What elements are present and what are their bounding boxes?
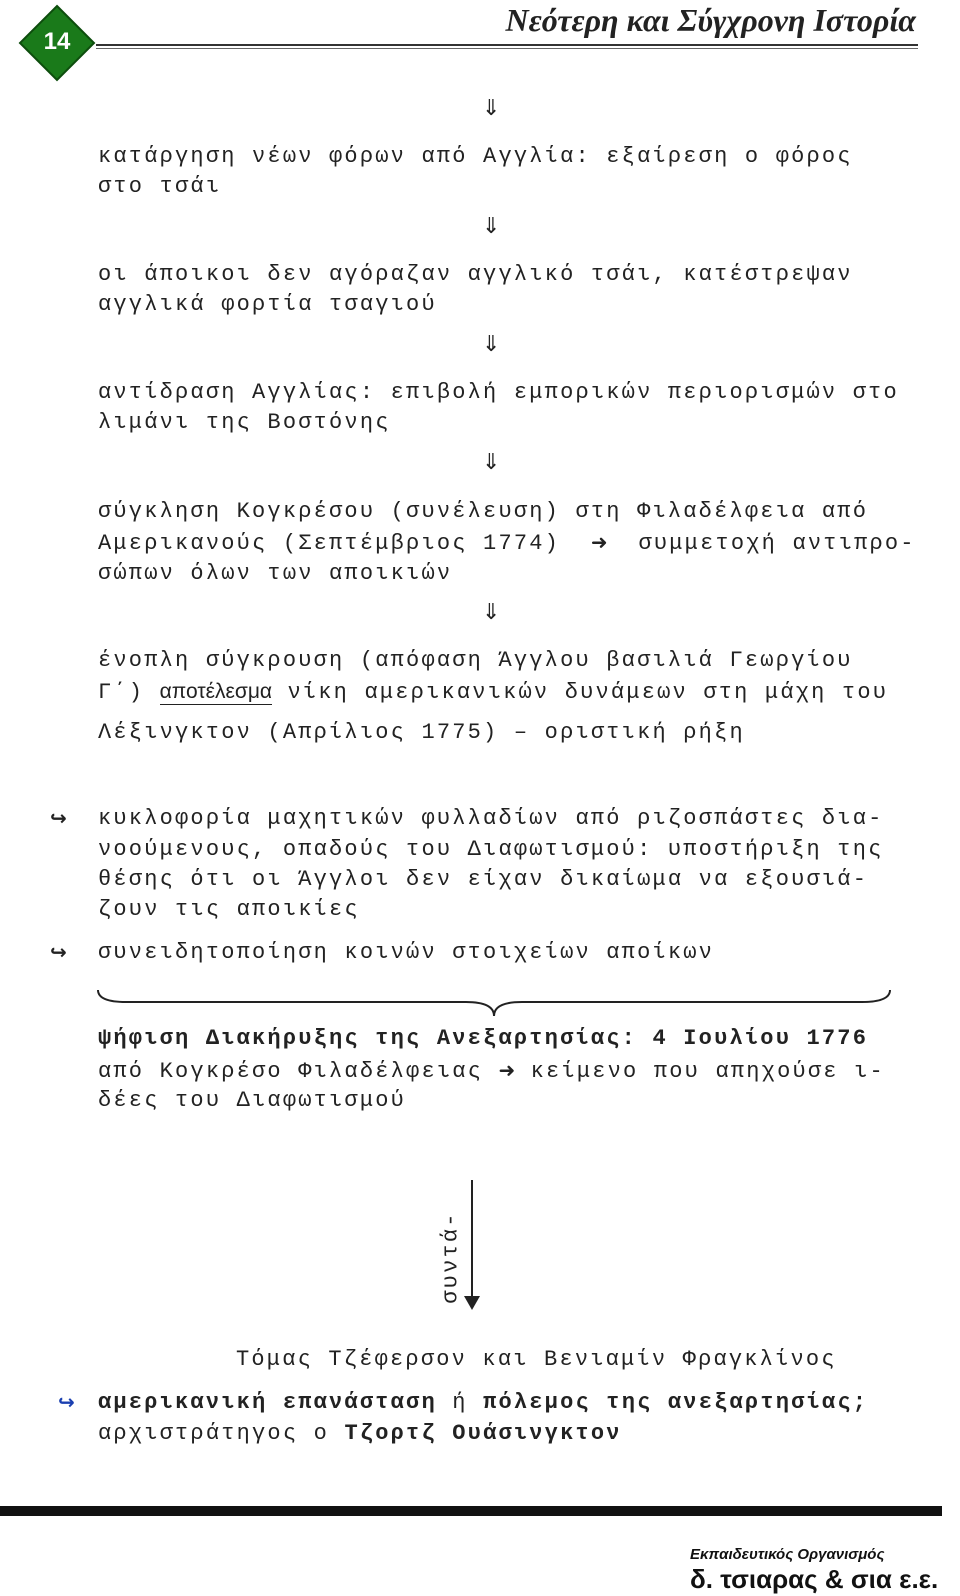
step-4-line-2a: Αμερικανούς (Σεπτέμβριος 1774) [98, 531, 561, 556]
footer-org-label: Εκπαιδευτικός Οργανισμός [690, 1546, 885, 1563]
step-2-line-1: οι άποικοι δεν αγόραζαν αγγλικό τσάι, κατέστρεψαν [98, 262, 853, 287]
bullet-1-line-3: θέσης ότι οι Άγγλοι δεν είχαν δικαίωμα να εξουσιά- [98, 867, 869, 892]
bullet-arrow-icon: ↪ [58, 1390, 75, 1414]
right-arrow-icon: ➜ [590, 530, 608, 554]
curly-brace-icon [96, 988, 892, 1018]
down-arrow-icon: ⇓ [482, 214, 501, 239]
step-5-line-2c: νίκη αμερικανικών δυνάμεων στη μάχη του [287, 680, 889, 705]
rotated-label: συντά- [438, 1211, 464, 1304]
final-line-1b: ή [452, 1390, 468, 1415]
step-5-line-1: ένοπλη σύγκρουση (απόφαση Άγγλου βασιλιά Γεωργίου [98, 648, 853, 673]
result-label: αποτέλεσμα [159, 680, 273, 703]
down-long-arrow-icon [460, 1180, 484, 1312]
page-number: 14 [43, 28, 71, 55]
step-4-line-1: σύγκληση Κογκρέσου (συνέλευση) στη Φιλαδέλφεια από [98, 499, 869, 524]
down-arrow-icon: ⇓ [482, 96, 501, 121]
page-title: Νεότερη και Σύγχρονη Ιστορία [505, 2, 916, 38]
down-arrow-icon: ⇓ [482, 332, 501, 357]
header-rule [96, 44, 918, 46]
page-number-badge [18, 4, 96, 82]
final-line-1 [98, 1390, 868, 1415]
footer-rule [0, 1506, 942, 1516]
step-5-line-3: Λέξινγκτον (Απρίλιος 1775) – οριστική ρήξη [98, 720, 745, 745]
step-4-line-2 [98, 530, 916, 556]
bullet-1-line-2: νοούμενους, οπαδούς του Διαφωτισμού: υποστήριξη της [98, 837, 884, 862]
step-3-line-2: λιμάνι της Βοστόνης [98, 410, 391, 435]
declaration-line-2a: από Κογκρέσο Φιλαδέλφειας [98, 1059, 484, 1084]
final-line-2 [98, 1421, 622, 1446]
final-line-1c: πόλεμος της ανεξαρτησίας; [483, 1390, 869, 1415]
declaration-line-2 [98, 1058, 885, 1084]
down-arrow-icon: ⇓ [482, 600, 501, 625]
final-line-1a: αμερικανική επανάσταση [98, 1390, 437, 1415]
step-4-line-3: σώπων όλων των αποικιών [98, 561, 453, 586]
footer-org-name: δ. τσιαρας & σια ε.ε. [690, 1564, 939, 1594]
right-arrow-icon: ➜ [498, 1058, 516, 1082]
authors-names: Τόμας Τζέφερσον και Βενιαμίν Φραγκλίνος [236, 1347, 837, 1372]
step-2-line-2: αγγλικά φορτία τσαγιού [98, 292, 437, 317]
bullet-2-line-1: συνειδητοποίηση κοινών στοιχείων αποίκων [98, 940, 715, 965]
bullet-arrow-icon: ↪ [50, 806, 67, 830]
bullet-1-line-4: ζουν τις αποικίες [98, 897, 360, 922]
header-rule-thin [96, 48, 918, 49]
step-3-line-1: αντίδραση Αγγλίας: επιβολή εμπορικών περιορισμών στο [98, 380, 899, 405]
declaration-line-1: ψήφιση Διακήρυξης της Ανεξαρτησίας: 4 Ιουλίου 1776 [98, 1026, 869, 1051]
step-4-line-2b: συμμετοχή αντιπρο- [638, 531, 916, 556]
step-5-line-2a: Γ΄) [98, 680, 145, 705]
declaration-line-2b: κείμενο που απηχούσε ι- [530, 1059, 885, 1084]
bullet-arrow-icon: ↪ [50, 940, 67, 964]
step-1-line-2: στο τσάι [98, 174, 222, 199]
final-line-2b: Τζορτζ Ουάσινγκτον [344, 1421, 622, 1446]
bullet-1-line-1: κυκλοφορία μαχητικών φυλλαδίων από ριζοσπάστες δια- [98, 806, 884, 831]
step-1-line-1: κατάργηση νέων φόρων από Αγγλία: εξαίρεση ο φόρος [98, 144, 853, 169]
declaration-line-3: δέες του Διαφωτισμού [98, 1088, 407, 1113]
final-line-2a: αρχιστράτηγος ο [98, 1421, 330, 1446]
down-arrow-icon: ⇓ [482, 450, 501, 475]
step-5-line-2 [98, 680, 888, 705]
